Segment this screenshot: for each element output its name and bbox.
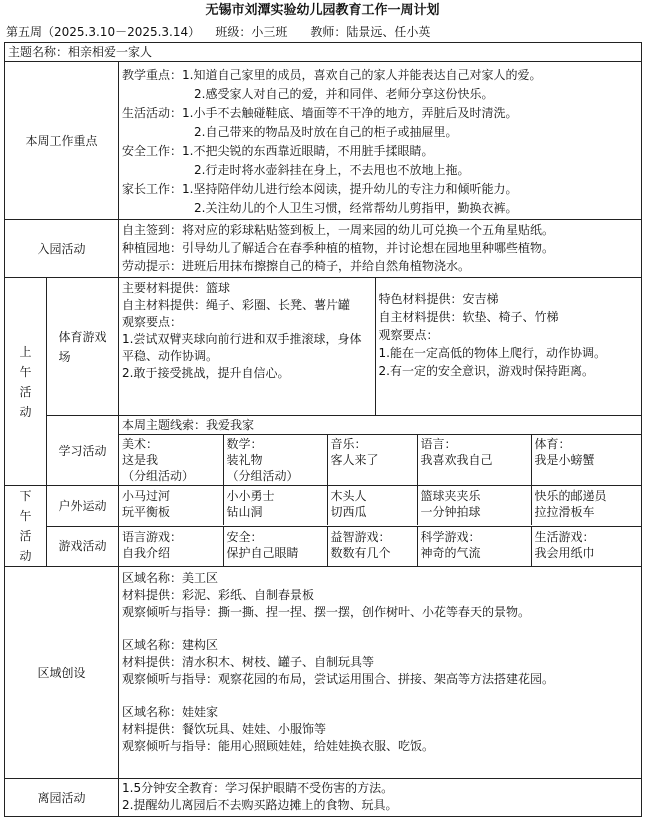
outdoor-label: 户外运动 — [58, 498, 107, 513]
subject-math — [223, 435, 327, 485]
main-material: 主要材料提供：篮球 — [122, 281, 231, 295]
learning-label-cell — [47, 416, 119, 486]
game-item-name: 神奇的气流 — [420, 545, 481, 560]
outdoor-items — [119, 486, 642, 525]
zone-art-name: 区域名称：美工区 — [122, 571, 219, 585]
game-item — [223, 527, 327, 566]
games-label: 游戏活动 — [58, 539, 107, 554]
outdoor-item-line: 木头人 — [330, 489, 367, 503]
sports-content — [119, 278, 642, 416]
departure-label-cell — [5, 779, 119, 817]
sports-label-cell — [47, 278, 119, 416]
sports-left-cell — [119, 278, 375, 415]
departure-line-2: 2.提醒幼儿离园后不去购买路边摊上的食物、玩具。 — [122, 798, 398, 812]
learning-clue-bar — [119, 416, 641, 435]
afternoon-char-2: 午 — [19, 509, 32, 523]
self-material-left: 自主材料提供：绳子、彩圈、长凳、薯片罐 — [122, 298, 351, 312]
subject-music-name: 音乐： — [330, 437, 367, 451]
teaching-focus-1: 教学重点：1.知道自己家里的成员，喜欢自己的家人并能表达自己对家人的爱。 — [122, 68, 542, 82]
game-item-name: 数数有几个 — [330, 545, 391, 560]
game-item-type: 生活游戏： — [534, 529, 595, 544]
subject-art-note: （分组活动） — [122, 469, 195, 483]
zone-art-guide: 观察倾听与指导：撕一撕、捏一捏、摆一摆，创作树叶、小花等春天的景物。 — [122, 605, 531, 619]
game-item — [327, 527, 417, 566]
morning-char-1: 上 — [19, 344, 32, 359]
morning-char-2: 午 — [19, 364, 32, 379]
parent-work-1: 家长工作：1.坚持陪伴幼儿进行绘本阅读，提升幼儿的专注力和倾听能力。 — [122, 182, 518, 196]
outdoor-item — [417, 486, 531, 525]
game-item — [119, 527, 223, 566]
arrival-line-planting: 种植园地：引导幼儿了解适合在春季种植的植物，并讨论想在园地里种哪些植物。 — [122, 241, 555, 255]
zone-doll-name: 区域名称：娃娃家 — [122, 705, 219, 719]
morning-label-cell — [5, 278, 47, 486]
game-item-type: 安全： — [226, 529, 263, 544]
learning-subjects — [119, 435, 642, 485]
week-focus-label-cell — [5, 62, 119, 220]
games-content — [119, 526, 642, 567]
outdoor-item-line: 钻山洞 — [226, 505, 263, 519]
teacher-label: 教师：陆景远、任小英 — [310, 25, 431, 39]
game-item — [531, 527, 642, 566]
afternoon-char-1: 下 — [19, 489, 32, 503]
page-title: 无锡市刘潭实验幼儿园教育工作一周计划 — [205, 3, 440, 18]
observe-title-left: 观察要点： — [122, 315, 183, 329]
parent-work-2: 2.关注幼儿的个人卫生习惯，经常帮幼儿剪指甲，勤换衣裤。 — [194, 201, 518, 215]
outdoor-item-line: 小小勇士 — [226, 489, 275, 503]
outdoor-item-line: 小马过河 — [122, 489, 171, 503]
games-label-cell — [47, 526, 119, 567]
arrival-line-labor: 劳动提示：进班后用抹布擦擦自己的椅子，并给自然角植物浇水。 — [122, 259, 471, 273]
sports-right-cell — [375, 278, 642, 415]
zone-doll-material: 材料提供：餐饮玩具、娃娃、小服饰等 — [122, 722, 327, 736]
game-item-name: 自我介绍 — [122, 545, 171, 560]
teaching-focus-2: 2.感受家人对自己的爱，并和同伴、老师分享这份快乐。 — [194, 87, 494, 101]
afternoon-char-4: 动 — [19, 549, 32, 563]
week-focus-label: 本周工作重点 — [25, 133, 98, 148]
observe-point-right-2: 2.有一定的安全意识，游戏时保持距离。 — [378, 364, 594, 378]
areas-content — [119, 567, 642, 779]
outdoor-item-line: 快乐的邮递员 — [534, 489, 607, 503]
departure-line-1: 1.5分钟安全教育：学习保护眼睛不受伤害的方法。 — [122, 781, 394, 795]
subject-math-content: 装礼物 — [226, 453, 263, 467]
subject-language — [417, 435, 531, 485]
outdoor-item — [223, 486, 327, 525]
outdoor-item — [119, 486, 223, 525]
afternoon-label-cell — [5, 486, 47, 567]
special-material: 特色材料提供：安吉梯 — [378, 292, 499, 306]
areas-label-cell — [5, 567, 119, 779]
game-item-type: 益智游戏： — [330, 529, 391, 544]
morning-char-4: 动 — [19, 404, 32, 419]
outdoor-item — [531, 486, 642, 525]
observe-point-left-1: 1.尝试双臂夹球向前行进和双手推滚球，身体平稳、动作协调。 — [122, 332, 362, 363]
zone-doll-guide: 观察倾听与指导：能用心照顾娃娃，给娃娃换衣服、吃饭。 — [122, 739, 435, 753]
outdoor-item-line: 拉拉滑板车 — [534, 505, 595, 519]
observe-title-right: 观察要点： — [378, 328, 439, 342]
afternoon-char-3: 活 — [19, 529, 32, 543]
zone-build-material: 材料提供：清水积木、树枝、罐子、自制玩具等 — [122, 655, 375, 669]
outdoor-item — [327, 486, 417, 525]
departure-label: 离园活动 — [37, 790, 86, 805]
subject-music-content: 客人来了 — [330, 453, 379, 467]
game-item — [417, 527, 531, 566]
week-focus-content — [119, 62, 642, 220]
theme-cell — [5, 43, 642, 62]
week-info-line — [6, 23, 641, 41]
departure-content — [119, 779, 642, 817]
class-label: 班级：小三班 — [215, 25, 288, 39]
outdoor-item-line: 玩平衡板 — [122, 505, 171, 519]
outdoor-item-line: 篮球夹夹乐 — [420, 489, 481, 503]
subject-pe — [531, 435, 642, 485]
games-items — [119, 527, 642, 566]
arrival-content — [119, 220, 642, 278]
week-range: 第五周（2025.3.10－2025.3.14） — [6, 25, 201, 39]
subject-language-name: 语言： — [420, 437, 457, 451]
learning-content — [119, 416, 642, 486]
learning-clue: 本周主题线索：我爱我家 — [122, 418, 255, 432]
observe-point-right-1: 1.能在一定高低的物体上爬行，动作协调。 — [378, 346, 606, 360]
outdoor-content — [119, 486, 642, 527]
subject-art-content: 这是我 — [122, 453, 159, 467]
outdoor-item-line: 一分钟拍球 — [420, 505, 481, 519]
game-item-type: 科学游戏： — [420, 529, 481, 544]
morning-char-3: 活 — [19, 384, 32, 399]
subject-music — [327, 435, 417, 485]
sports-inner-table — [119, 278, 642, 415]
game-item-type: 语言游戏： — [122, 529, 183, 544]
subject-math-name: 数学： — [226, 437, 263, 451]
subject-math-note: （分组活动） — [226, 469, 299, 483]
theme-name: 主题名称：相亲相爱一家人 — [8, 45, 153, 59]
outdoor-item-line: 切西瓜 — [330, 505, 367, 519]
zone-build-guide: 观察倾听与指导：观察花园的布局，尝试运用围合、拼接、架高等方法搭建花园。 — [122, 672, 555, 686]
safety-work-2: 2.行走时将水壶斜挂在身上，不去甩也不放地上拖。 — [194, 163, 470, 177]
subject-pe-content: 我是小螃蟹 — [534, 453, 595, 467]
game-item-name: 保护自己眼睛 — [226, 545, 299, 560]
sports-label: 体育游戏场 — [58, 329, 107, 364]
life-activity-1: 生活活动：1.小手不去触碰鞋底、墙面等不干净的地方，弄脏后及时清洗。 — [122, 106, 518, 120]
zone-art-material: 材料提供：彩泥、彩纸、自制春景板 — [122, 588, 315, 602]
arrival-line-sign-in: 自主签到：将对应的彩球粘贴签到板上，一周来园的幼儿可兑换一个五角星贴纸。 — [122, 223, 555, 237]
life-activity-2: 2.自己带来的物品及时放在自己的柜子或抽屉里。 — [194, 125, 458, 139]
areas-label: 区域创设 — [37, 665, 86, 680]
self-material-right: 自主材料提供：软垫、椅子、竹梯 — [378, 310, 559, 324]
observe-point-left-2: 2.敢于接受挑战，提升自信心。 — [122, 366, 290, 380]
subject-pe-name: 体育： — [534, 437, 571, 451]
game-item-name: 我会用纸巾 — [534, 545, 595, 560]
subject-art — [119, 435, 223, 485]
safety-work-1: 安全工作：1.不把尖锐的东西靠近眼睛，不用脏手揉眼睛。 — [122, 144, 434, 158]
arrival-label: 入园活动 — [37, 241, 86, 256]
zone-build-name: 区域名称：建构区 — [122, 638, 219, 652]
arrival-label-cell — [5, 220, 119, 278]
learning-label: 学习活动 — [58, 443, 107, 458]
subject-language-content: 我喜欢我自己 — [420, 453, 493, 467]
weekly-plan-table — [4, 42, 642, 817]
outdoor-label-cell — [47, 486, 119, 527]
subject-art-name: 美术： — [122, 437, 159, 451]
